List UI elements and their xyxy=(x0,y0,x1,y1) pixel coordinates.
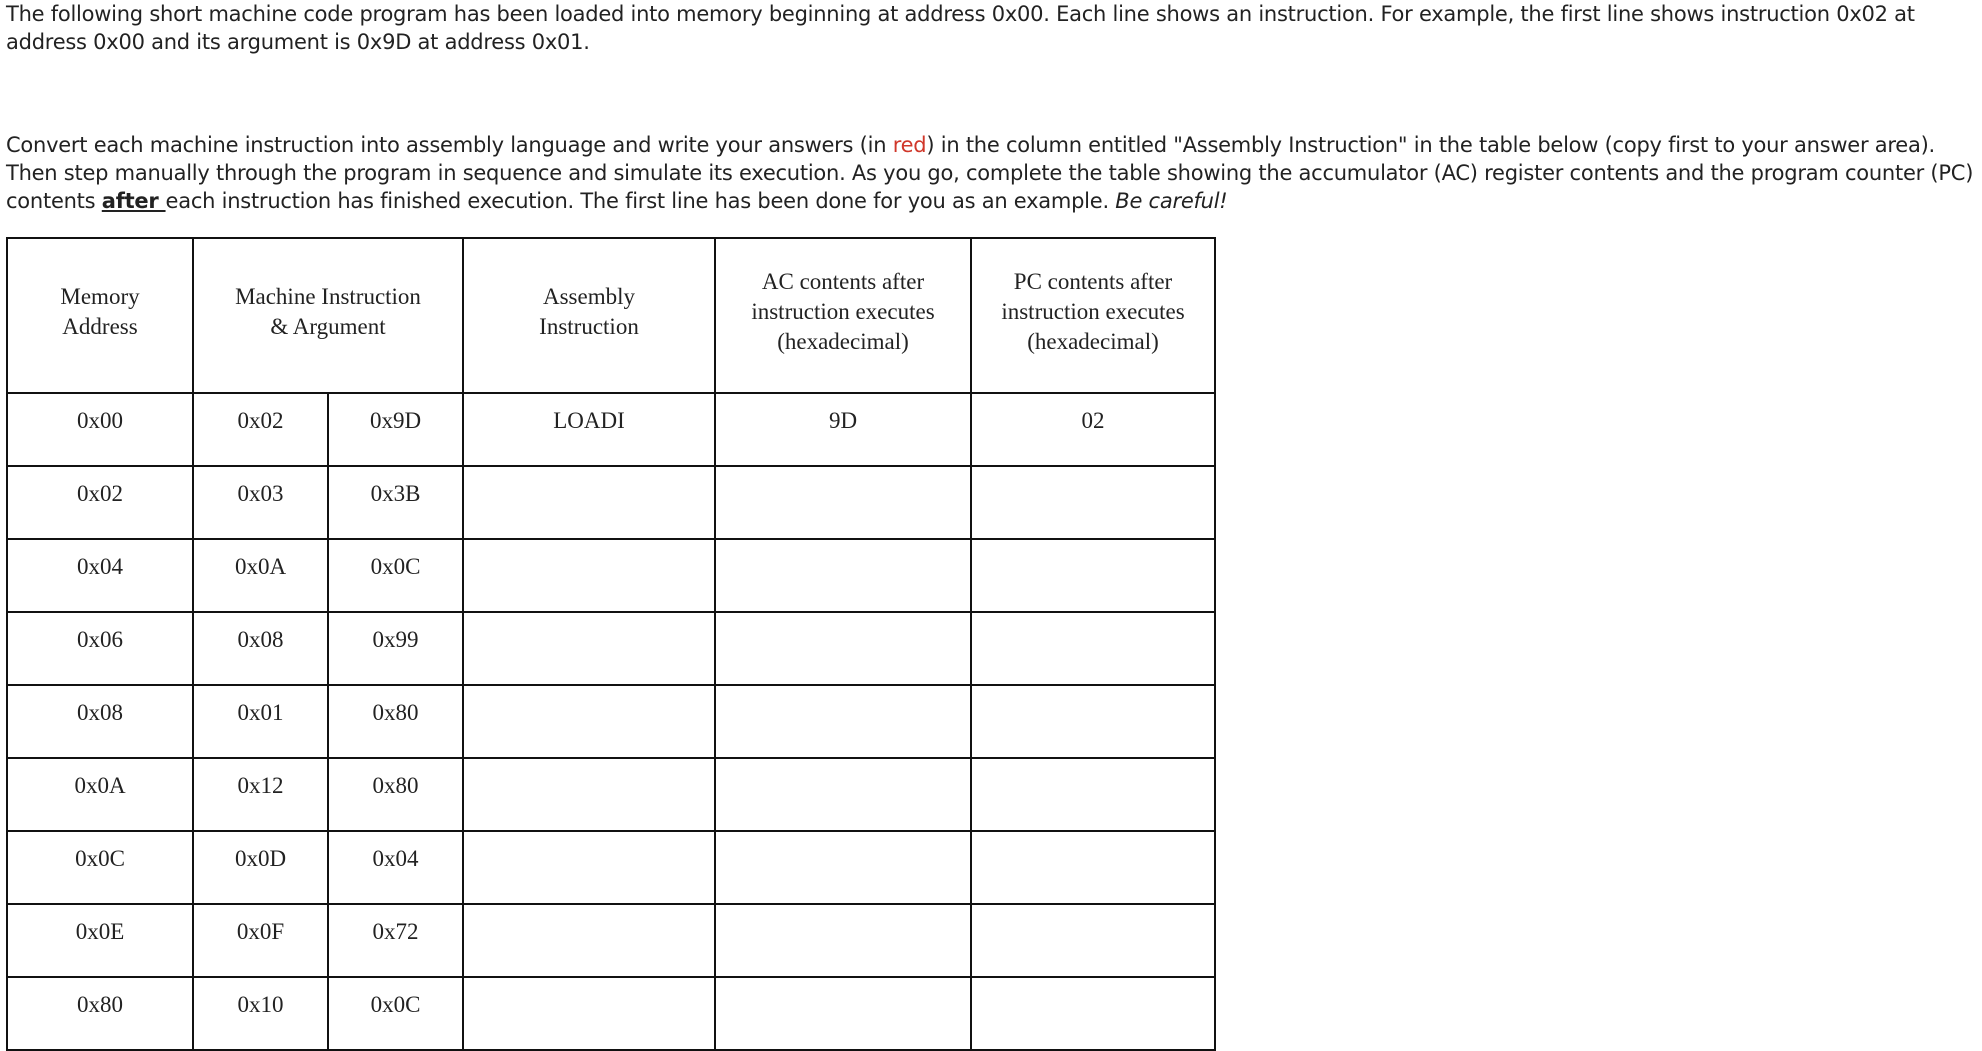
cell-opcode: 0x03 xyxy=(193,466,328,539)
cell-opcode: 0x0F xyxy=(193,904,328,977)
cell-argument: 0x04 xyxy=(328,831,463,904)
cell-ac[interactable] xyxy=(715,831,971,904)
cell-opcode: 0x0D xyxy=(193,831,328,904)
cell-argument: 0x0C xyxy=(328,977,463,1050)
cell-address: 0x06 xyxy=(7,612,193,685)
cell-argument: 0x9D xyxy=(328,393,463,466)
cell-address: 0x08 xyxy=(7,685,193,758)
cell-ac[interactable] xyxy=(715,539,971,612)
cell-ac[interactable] xyxy=(715,758,971,831)
intro-paragraph: The following short machine code program has been loaded into memory beginning at address 0x00. Each line shows an instruction. For example, the first line shows instruction 0x02 at address 0x00 and its argument is 0x9D at address 0x01. xyxy=(6,2,1915,54)
after-emphasis: after xyxy=(101,189,166,213)
cell-pc[interactable] xyxy=(971,612,1215,685)
cell-assembly[interactable] xyxy=(463,466,715,539)
cell-argument: 0x72 xyxy=(328,904,463,977)
cell-assembly[interactable] xyxy=(463,977,715,1050)
cell-argument: 0x0C xyxy=(328,539,463,612)
cell-assembly[interactable] xyxy=(463,685,715,758)
cell-address: 0x00 xyxy=(7,393,193,466)
cell-assembly[interactable] xyxy=(463,758,715,831)
cell-assembly[interactable] xyxy=(463,612,715,685)
cell-opcode: 0x10 xyxy=(193,977,328,1050)
table-row xyxy=(7,685,1215,758)
cell-ac[interactable] xyxy=(715,466,971,539)
cell-pc[interactable]: 02 xyxy=(971,393,1215,466)
cell-opcode: 0x08 xyxy=(193,612,328,685)
table-row xyxy=(7,393,1215,466)
cell-opcode: 0x12 xyxy=(193,758,328,831)
table-row xyxy=(7,831,1215,904)
cell-ac[interactable] xyxy=(715,904,971,977)
header-assembly-instruction: Assembly Instruction xyxy=(463,238,715,393)
table-header-row xyxy=(7,238,1215,393)
cell-pc[interactable] xyxy=(971,904,1215,977)
cell-ac[interactable]: 9D xyxy=(715,393,971,466)
cell-pc[interactable] xyxy=(971,831,1215,904)
cell-opcode: 0x02 xyxy=(193,393,328,466)
cell-ac[interactable] xyxy=(715,977,971,1050)
red-word: red xyxy=(892,133,927,157)
instructions-text-3: each instruction has finished execution. The first line has been done for you as an example. xyxy=(165,189,1116,213)
instructions-text-2: ) in the column entitled "Assembly Instruction" in the table below (copy first to your answer area). Then step manually through the program in sequence and simulate its execution. As you go, complete the table showing the accumulator (AC) register contents and the program counter (PC) contents xyxy=(6,133,1974,213)
cell-assembly[interactable] xyxy=(463,539,715,612)
cell-opcode: 0x01 xyxy=(193,685,328,758)
cell-address: 0x02 xyxy=(7,466,193,539)
cell-pc[interactable] xyxy=(971,977,1215,1050)
header-ac-contents: AC contents after instruction executes (hexadecimal) xyxy=(715,238,971,393)
instructions-text-1: Convert each machine instruction into assembly language and write your answers (in xyxy=(6,133,893,157)
cell-ac[interactable] xyxy=(715,612,971,685)
cell-address: 0x0E xyxy=(7,904,193,977)
cell-argument: 0x3B xyxy=(328,466,463,539)
header-memory-address: Memory Address xyxy=(7,238,193,393)
cell-ac[interactable] xyxy=(715,685,971,758)
header-machine-instruction: Machine Instruction & Argument xyxy=(193,238,463,393)
table-row xyxy=(7,904,1215,977)
table-row xyxy=(7,758,1215,831)
cell-address: 0x0A xyxy=(7,758,193,831)
cell-pc[interactable] xyxy=(971,539,1215,612)
cell-pc[interactable] xyxy=(971,685,1215,758)
cell-argument: 0x80 xyxy=(328,758,463,831)
table-row xyxy=(7,977,1215,1050)
cell-assembly[interactable] xyxy=(463,831,715,904)
cell-argument: 0x99 xyxy=(328,612,463,685)
table-row xyxy=(7,466,1215,539)
cell-argument: 0x80 xyxy=(328,685,463,758)
cell-pc[interactable] xyxy=(971,466,1215,539)
cell-assembly[interactable] xyxy=(463,904,715,977)
table-row xyxy=(7,539,1215,612)
header-pc-contents: PC contents after instruction executes (hexadecimal) xyxy=(971,238,1215,393)
table-row xyxy=(7,612,1215,685)
cell-address: 0x04 xyxy=(7,539,193,612)
be-careful-note: Be careful! xyxy=(1115,189,1228,213)
program-table xyxy=(6,237,1216,1051)
cell-address: 0x80 xyxy=(7,977,193,1050)
cell-pc[interactable] xyxy=(971,758,1215,831)
cell-address: 0x0C xyxy=(7,831,193,904)
instructions-paragraph xyxy=(6,131,1976,215)
cell-assembly[interactable]: LOADI xyxy=(463,393,715,466)
cell-opcode: 0x0A xyxy=(193,539,328,612)
